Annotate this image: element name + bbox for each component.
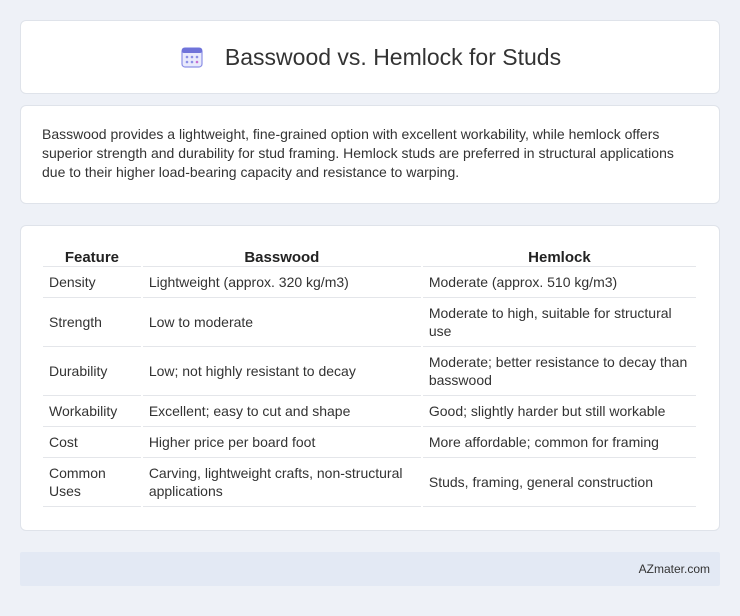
- header-feature: Feature: [43, 247, 141, 267]
- summary-text: Basswood provides a lightweight, fine-grained option with excellent workability, while hemlock offers superior strength and durability for stud framing. Hemlock studs are preferred in structural applications due to their higher load-bearing capacity and resistance to warping.: [42, 126, 674, 180]
- calendar-icon: [179, 44, 205, 70]
- table-row: [43, 427, 696, 458]
- table-row: [43, 347, 696, 396]
- title-card: [20, 20, 720, 94]
- basswood-cell: Carving, lightweight crafts, non-structural applications: [143, 458, 421, 507]
- summary-card: [20, 105, 720, 204]
- page-title: Basswood vs. Hemlock for Studs: [224, 43, 562, 70]
- comparison-card: [20, 225, 720, 531]
- footer: [20, 552, 720, 586]
- header-basswood: Basswood: [143, 247, 421, 267]
- basswood-cell: Excellent; easy to cut and shape: [143, 396, 421, 427]
- feature-cell: Durability: [43, 347, 141, 396]
- basswood-cell: Lightweight (approx. 320 kg/m3): [143, 267, 421, 298]
- table-row: [43, 298, 696, 347]
- feature-cell: Cost: [43, 427, 141, 458]
- comparison-table: [41, 247, 698, 507]
- hemlock-cell: Moderate to high, suitable for structural use: [423, 298, 696, 347]
- hemlock-cell: More affordable; common for framing: [423, 427, 696, 458]
- feature-cell: Strength: [43, 298, 141, 347]
- footer-site-link[interactable]: AZmater.com: [638, 562, 710, 576]
- hemlock-cell: Moderate (approx. 510 kg/m3): [423, 267, 696, 298]
- basswood-cell: Low to moderate: [143, 298, 421, 347]
- feature-cell: Density: [43, 267, 141, 298]
- title-wrap: [179, 44, 561, 71]
- basswood-cell: Low; not highly resistant to decay: [143, 347, 421, 396]
- feature-cell: Common Uses: [43, 458, 141, 507]
- table-row: [43, 396, 696, 427]
- hemlock-cell: Studs, framing, general construction: [423, 458, 696, 507]
- table-row: [43, 267, 696, 298]
- header-hemlock: Hemlock: [423, 247, 696, 267]
- table-row: [43, 458, 696, 507]
- basswood-cell: Higher price per board foot: [143, 427, 421, 458]
- hemlock-cell: Moderate; better resistance to decay than basswood: [423, 347, 696, 396]
- feature-cell: Workability: [43, 396, 141, 427]
- hemlock-cell: Good; slightly harder but still workable: [423, 396, 696, 427]
- table-header-row: [43, 247, 696, 267]
